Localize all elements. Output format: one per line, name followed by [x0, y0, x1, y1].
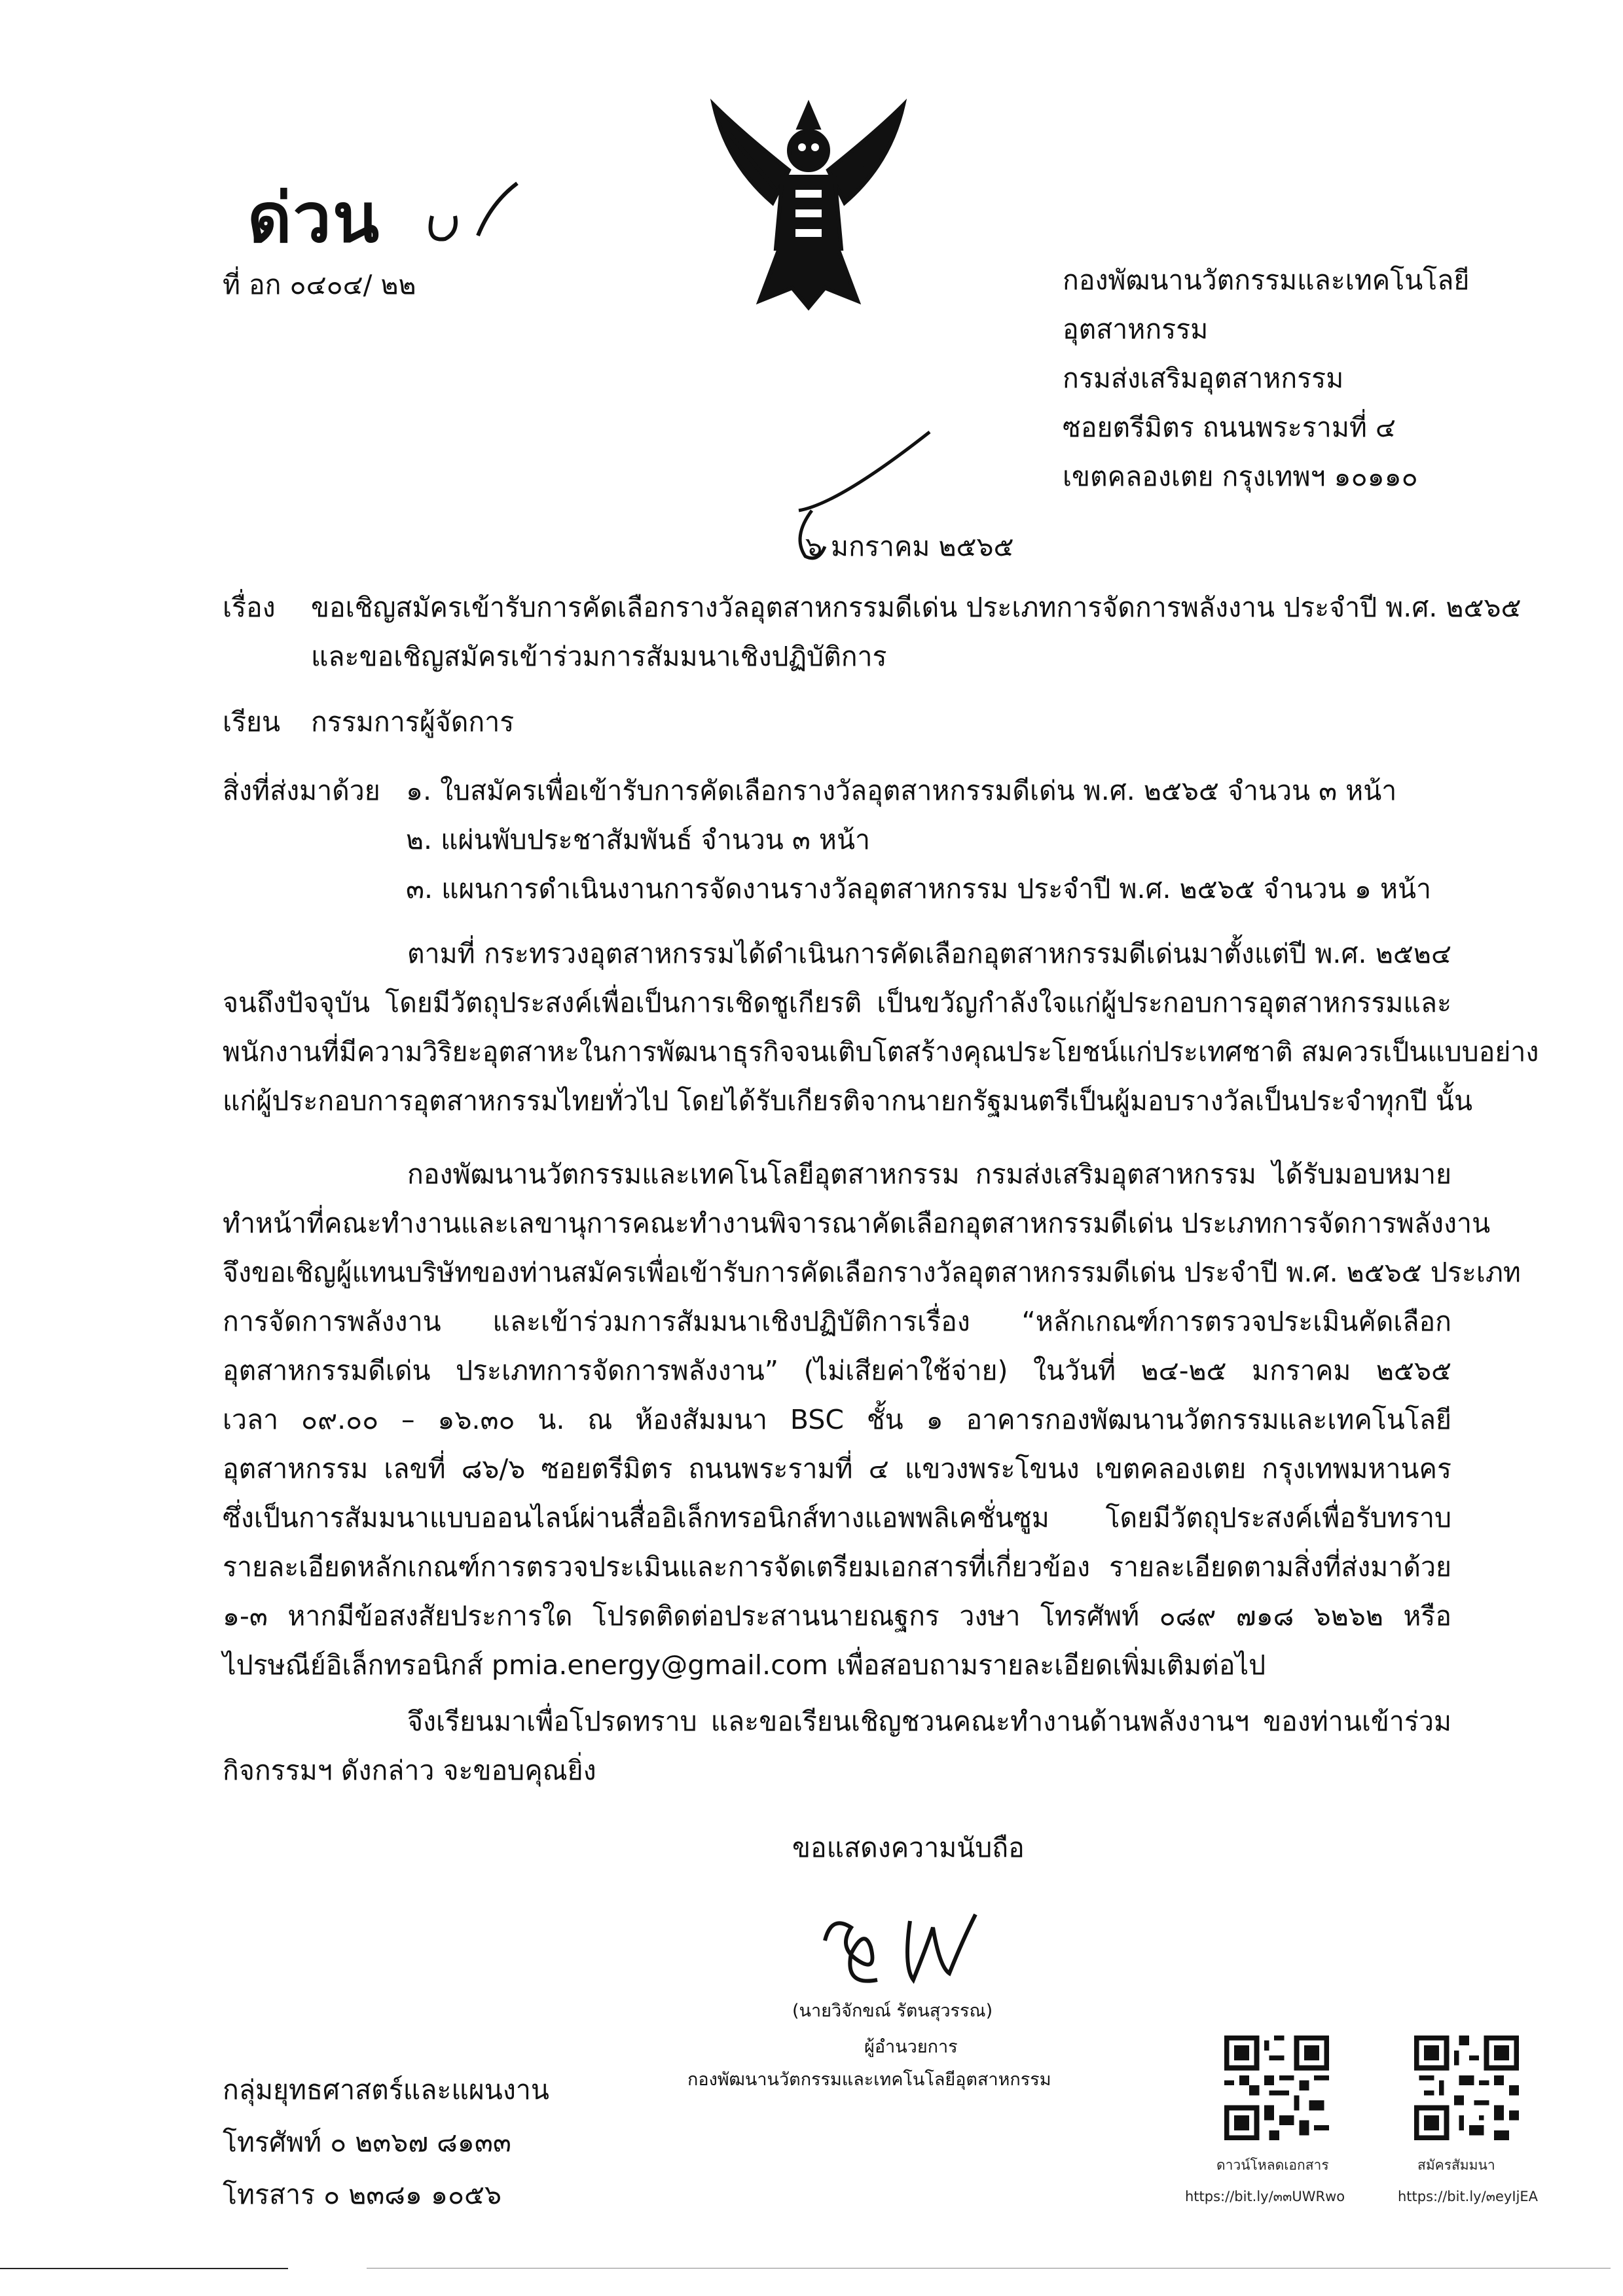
signatory-organization: กองพัฒนานวัตกรรมและเทคโนโลยีอุตสาหกรรม [687, 2070, 1051, 2090]
paragraph-2-line-11: ไปรษณีย์อิเล็กทรอนิกส์ pmia.energy@gmail.com เพื่อสอบถามรายละเอียดเพิ่มเติมต่อไป [223, 1649, 1266, 1681]
scan-edge-line [0, 2268, 288, 2269]
subject-line-1: ขอเชิญสมัครเข้ารับการคัดเลือกรางวัลอุตสาหกรรมดีเด่น ประเภทการจัดการพลังงาน ประจำปี พ.ศ. ๒๕๖๕ [311, 592, 1522, 623]
footer-phone: โทรศัพท์ ๐ ๒๓๖๗ ๘๑๓๓ [223, 2126, 511, 2158]
recipient-value: กรรมการผู้จัดการ [311, 706, 515, 738]
paragraph-2-line-10: ๑-๓ หากมีข้อสงสัยประการใด โปรดติดต่อประสานนายณฐกร วงษา โทรศัพท์ ๐๘๙ ๗๑๘ ๖๒๖๒ หรือ [223, 1600, 1451, 1632]
signatory-title: ผู้อำนวยการ [864, 2037, 958, 2057]
enclosure-item-1: ๑. ใบสมัครเพื่อเข้ารับการคัดเลือกรางวัลอุตสาหกรรมดีเด่น พ.ศ. ๒๕๖๕ จำนวน ๓ หน้า [406, 775, 1397, 806]
paragraph-2-line-7: อุตสาหกรรม เลขที่ ๘๖/๖ ซอยตรีมิตร ถนนพระรามที่ ๔ แขวงพระโขนง เขตคลองเตย กรุงเทพมหานคร [223, 1453, 1451, 1484]
closing-salutation: ขอแสดงความนับถือ [792, 1832, 1025, 1863]
footer-unit: กลุ่มยุทธศาสตร์และแผนงาน [223, 2074, 549, 2106]
qr-download-label: ดาวน์โหลดเอกสาร [1216, 2157, 1329, 2173]
enclosure-item-3: ๓. แผนการดำเนินงานการจัดงานรางวัลอุตสาหกรรม ประจำปี พ.ศ. ๒๕๖๕ จำนวน ๑ หน้า [406, 873, 1432, 905]
paragraph-1-line-4: แก่ผู้ประกอบการอุตสาหกรรมไทยทั่วไป โดยได้รับเกียรติจากนายกรัฐมนตรีเป็นผู้มอบรางวัลเป็นประจำทุกปี นั้น [223, 1085, 1473, 1117]
qr-code-download[interactable] [1224, 2036, 1329, 2143]
paragraph-1-line-1: ตามที่ กระทรวงอุตสาหกรรมได้ดำเนินการคัดเลือกอุตสาหกรรมดีเด่นมาตั้งแต่ปี พ.ศ. ๒๕๒๔ [407, 938, 1451, 969]
paragraph-2-line-8: ซึ่งเป็นการสัมมนาแบบออนไลน์ผ่านสื่ออิเล็กทรอนิกส์ทางแอพพลิเคชั่นซูม โดยมีวัตถุประสงค์เพื่อรับทราบ [223, 1502, 1451, 1534]
subject-line-2: และขอเชิญสมัครเข้าร่วมการสัมมนาเชิงปฏิบัติการ [311, 641, 887, 672]
paragraph-2-line-4: การจัดการพลังงาน และเข้าร่วมการสัมมนาเชิงปฏิบัติการเรื่อง “หลักเกณฑ์การตรวจประเมินคัดเลือก [223, 1306, 1451, 1337]
subject-label: เรื่อง [223, 592, 276, 623]
paragraph-2-line-5: อุตสาหกรรมดีเด่น ประเภทการจัดการพลังงาน” (ไม่เสียค่าใช้จ่าย) ในวันที่ ๒๔-๒๕ มกราคม ๒๕๖๕ [223, 1355, 1451, 1386]
qr-register-url[interactable]: https://bit.ly/๓eyIjEA [1398, 2189, 1539, 2204]
enclosures-label: สิ่งที่ส่งมาด้วย [223, 775, 380, 806]
sender-address-line-1: กองพัฒนานวัตกรรมและเทคโนโลยี [1063, 264, 1470, 296]
paragraph-1-line-3: พนักงานที่มีความวิริยะอุตสาหะในการพัฒนาธุรกิจจนเติบโตสร้างคุณประโยชน์แก่ประเทศชาติ สมควรเป็นแบบอย่าง [223, 1036, 1539, 1067]
paragraph-2-line-3: จึงขอเชิญผู้แทนบริษัทของท่านสมัครเพื่อเข้ารับการคัดเลือกรางวัลอุตสาหกรรมดีเด่น ประจำปี พ.ศ. ๒๕๖๕ ประเภท [223, 1257, 1521, 1288]
paragraph-1-line-2: จนถึงปัจจุบัน โดยมีวัตถุประสงค์เพื่อเป็นการเชิดชูเกียรติ เป็นขวัญกำลังใจแก่ผู้ประกอบการอุตสาหกรรมและ [223, 987, 1451, 1018]
qr-register-label: สมัครสัมมนา [1417, 2157, 1495, 2173]
signature [812, 1901, 995, 2002]
sender-address-line-2: อุตสาหกรรม [1063, 314, 1209, 345]
recipient-label: เรียน [223, 706, 281, 738]
footer-fax: โทรสาร ๐ ๒๓๘๑ ๑๐๕๖ [223, 2179, 502, 2210]
sender-address-line-5: เขตคลองเตย กรุงเทพฯ ๑๐๑๑๐ [1063, 461, 1418, 492]
signatory-name: (นายวิจักขณ์ รัตนสุวรรณ) [792, 2001, 993, 2021]
paragraph-2-line-9: รายละเอียดหลักเกณฑ์การตรวจประเมินและการจัดเตรียมเอกสารที่เกี่ยวข้อง รายละเอียดตามสิ่งที่ส่งมาด้วย [223, 1551, 1451, 1583]
scan-edge-line-right [367, 2268, 1611, 2269]
paragraph-2-line-6: เวลา ๐๙.๐๐ – ๑๖.๓๐ น. ณ ห้องสัมมนา BSC ชั้น ๑ อาคารกองพัฒนานวัตกรรมและเทคโนโลยี [223, 1404, 1451, 1435]
paragraph-3-line-2: กิจกรรมฯ ดังกล่าว จะขอบคุณยิ่ง [223, 1755, 596, 1786]
document-date: ๖ มกราคม ๒๕๖๕ [805, 531, 1014, 562]
sender-address-line-4: ซอยตรีมิตร ถนนพระรามที่ ๔ [1063, 412, 1396, 443]
paragraph-2-line-2: ทำหน้าที่คณะทำงานและเลขานุการคณะทำงานพิจารณาคัดเลือกอุตสาหกรรมดีเด่น ประเภทการจัดการพลังงาน [223, 1208, 1491, 1239]
enclosure-item-2: ๒. แผ่นพับประชาสัมพันธ์ จำนวน ๓ หน้า [406, 824, 870, 855]
sender-address-line-3: กรมส่งเสริมอุตสาหกรรม [1063, 363, 1344, 394]
qr-code-register[interactable] [1414, 2036, 1519, 2143]
qr-download-url[interactable]: https://bit.ly/๓๓UWRwo [1185, 2189, 1345, 2204]
garuda-emblem [701, 92, 917, 314]
paragraph-3-line-1: จึงเรียนมาเพื่อโปรดทราบ และขอเรียนเชิญชวนคณะทำงานด้านพลังงานฯ ของท่านเข้าร่วม [407, 1706, 1451, 1737]
handwritten-mark [419, 177, 524, 251]
document-number: ที่ อก ๐๔๐๔/ ๒๒ [223, 269, 416, 300]
urgent-stamp: ด่วน [247, 177, 381, 258]
paragraph-2-line-1: กองพัฒนานวัตกรรมและเทคโนโลยีอุตสาหกรรม กรมส่งเสริมอุตสาหกรรม ได้รับมอบหมาย [407, 1158, 1451, 1190]
